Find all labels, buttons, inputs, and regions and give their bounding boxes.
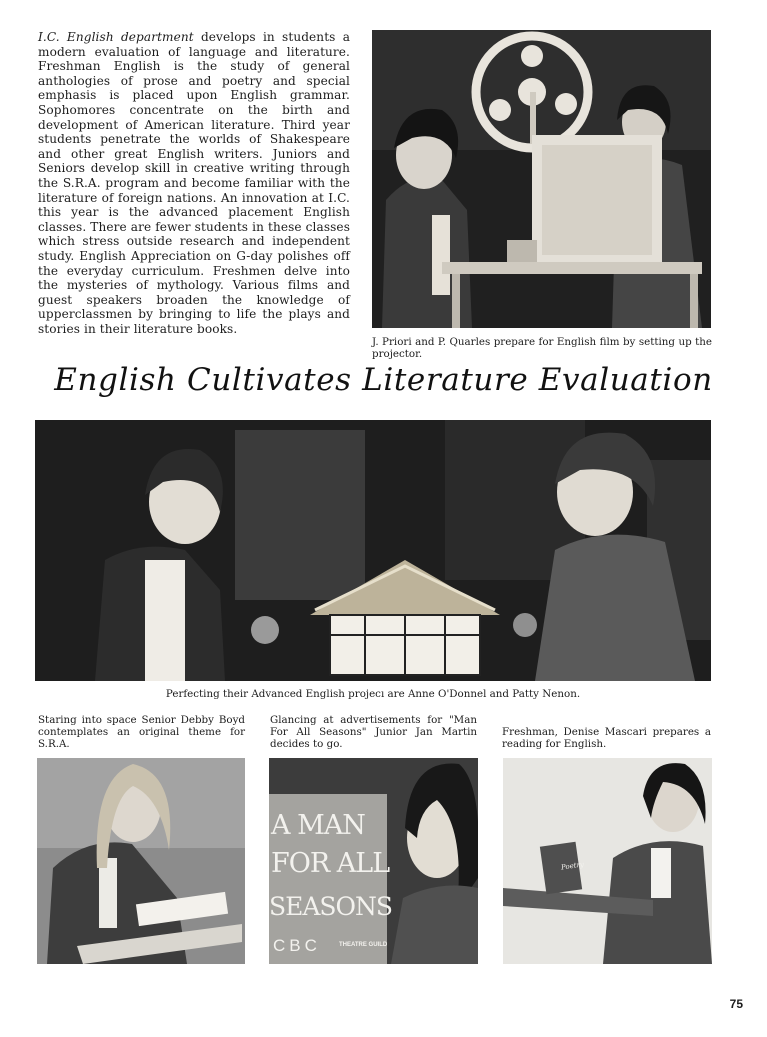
- page-number: 75: [729, 997, 743, 1011]
- page-headline: English Cultivates Literature Evaluation: [54, 362, 713, 398]
- boyd-photo: [37, 758, 245, 964]
- boyd-caption: Staring into space Senior Debby Boyd contemplates an original theme for S.R.A.: [38, 714, 245, 750]
- poster-line-1: A MAN: [271, 810, 365, 841]
- projector-caption: J. Priori and P. Quarles prepare for English film by setting up the projector.: [372, 336, 712, 360]
- intro-paragraph: [38, 30, 350, 336]
- book-title: Poetry: [560, 860, 585, 872]
- mascari-photo: [503, 758, 712, 964]
- project-photo: [35, 420, 711, 681]
- projector-photo: [372, 30, 711, 328]
- poster-line-2: FOR ALL: [271, 848, 390, 879]
- poster-footer: CBC: [273, 936, 321, 955]
- martin-caption: Glancing at advertisements for "Man For All Seasons" Junior Jan Martin decides to go.: [270, 714, 477, 750]
- project-caption: Perfecting their Advanced English projecı are Anne O'Donnel and Patty Nenon.: [165, 688, 581, 700]
- poster-line-3: SEASONS: [269, 892, 393, 921]
- intro-text: develops in students a modern evaluation of language and literature. Freshman English is the study of general anthologies of prose and poetry and special emphasis is placed upon English grammar. Sophomores concentrate on the birth and development of American literature. Third year students penetrate the worlds of Shakespeare and other great English writers. Juniors and Seniors develop skill in creative writing through the S.R.A. program and become familiar with the literature of foreign nations. An innovation at I.C. this year is the advanced placement English classes. There are fewer students in these classes which stress outside research and independent study. English Appreciation on G-day polishes off the everyday curriculum. Freshmen delve into the mysteries of mythology. Various films and guest speakers broaden the knowledge of upperclassmen by bringing to life the plays and stories in their literature books.: [38, 30, 351, 336]
- mascari-caption: Freshman, Denise Mascari prepares a reading for English.: [502, 726, 711, 750]
- poster-guild: THEATRE GUILD: [339, 942, 388, 948]
- intro-lead: I.C. English department: [38, 30, 194, 44]
- martin-photo: [269, 758, 478, 964]
